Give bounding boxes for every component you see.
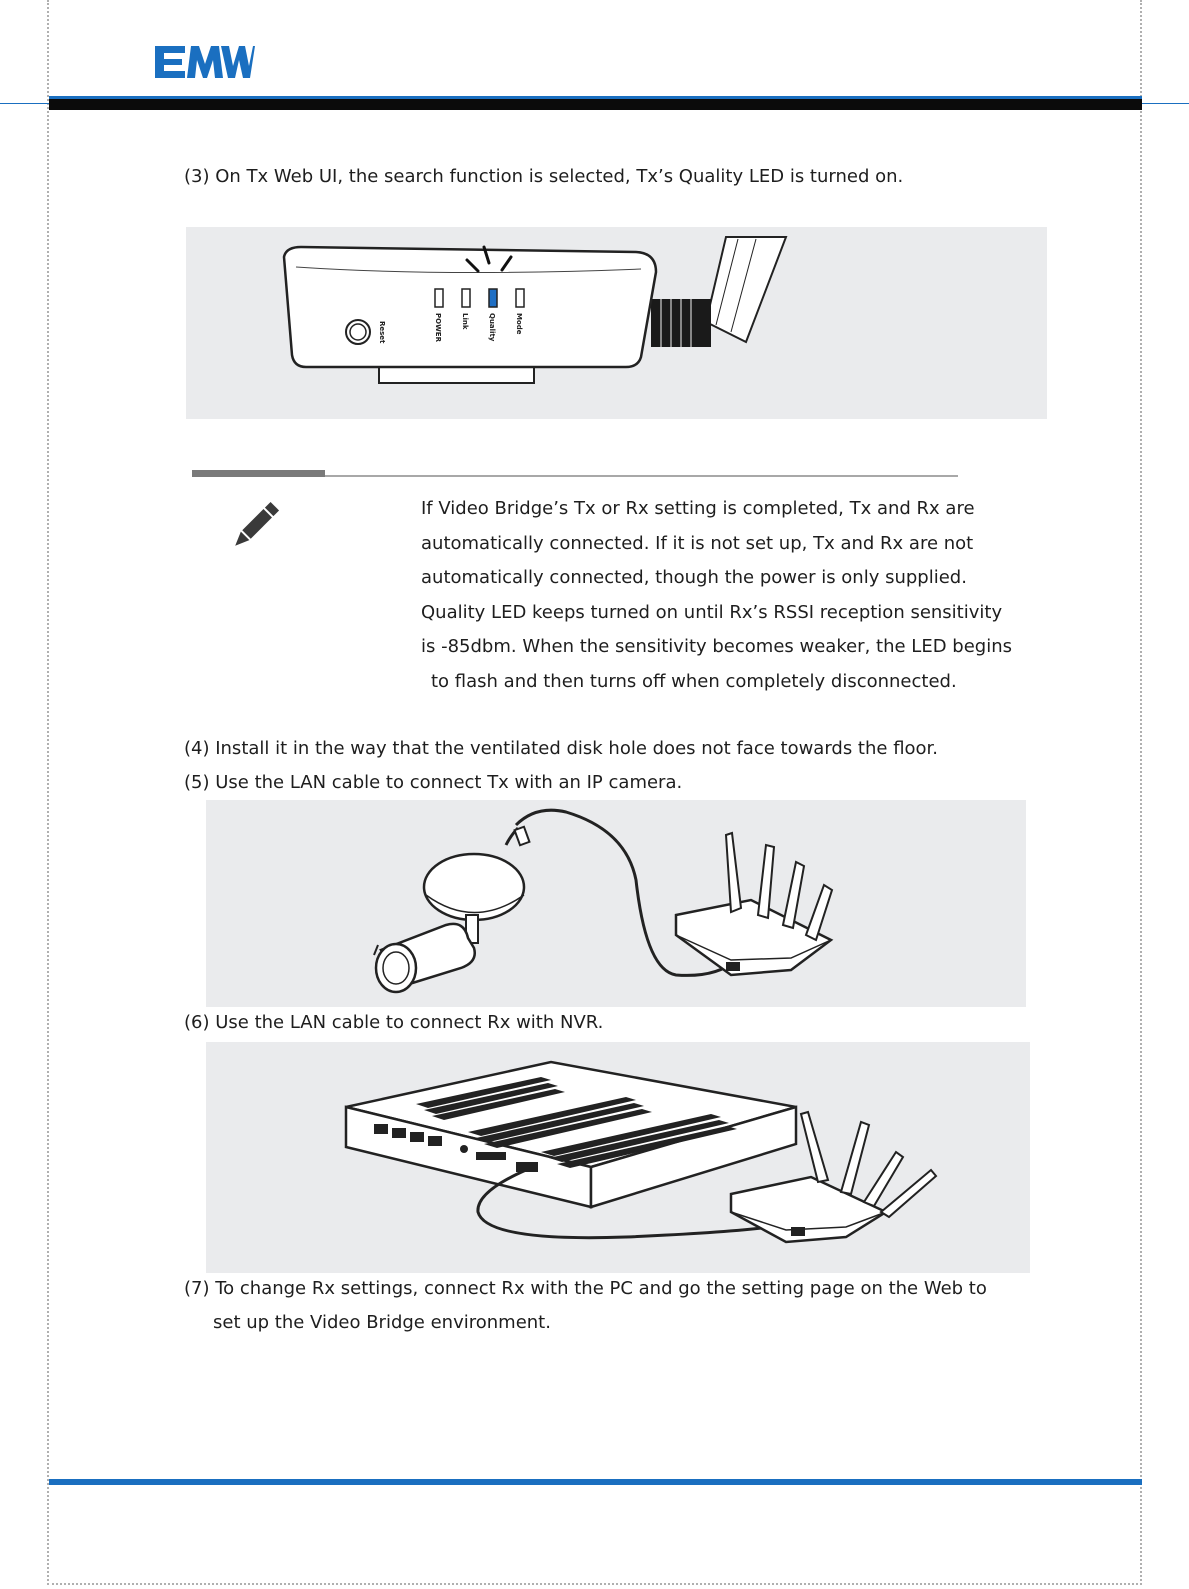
note-line-4: Quality LED keeps turned on until Rx’s RSSI reception sensitivity <box>421 601 1003 623</box>
note-line-5: is -85dbm. When the sensitivity becomes weaker, the LED begins <box>421 636 1012 657</box>
step-7-text-line-1: (7) To change Rx settings, connect Rx with the PC and go the setting page on the Web to <box>184 1278 987 1299</box>
step-3-text: (3) On Tx Web UI, the search function is selected, Tx’s Quality LED is turned on. <box>184 166 904 187</box>
note-line-6: to flash and then turns off when completely disconnected. <box>431 670 957 692</box>
note-text <box>421 492 1021 699</box>
reset-label: Reset <box>378 321 386 344</box>
footer-bar <box>49 1479 1142 1485</box>
step-4-text: (4) Install it in the way that the ventilated disk hole does not face towards the floor. <box>184 738 939 759</box>
tx-device-figure <box>186 227 1047 419</box>
led-link <box>462 289 470 307</box>
led-label-quality: Quality <box>488 313 496 342</box>
note-divider <box>325 475 958 477</box>
step-5-text: (5) Use the LAN cable to connect Tx with an IP camera. <box>184 772 683 793</box>
header-line-left <box>0 103 49 104</box>
camera-tx-figure <box>206 800 1026 1007</box>
led-label-power: POWER <box>434 313 442 342</box>
note-line-2: automatically connected. If it is not set up, Tx and Rx are not <box>421 532 974 554</box>
led-label-mode: Mode <box>515 313 523 335</box>
nvr-rx-figure <box>206 1042 1030 1273</box>
nvr-rx-illustration <box>206 1042 1030 1273</box>
led-quality <box>489 289 497 307</box>
header-bar <box>49 96 1142 110</box>
camera-tx-illustration <box>206 800 1026 1007</box>
step-7-text-line-2: set up the Video Bridge environment. <box>213 1312 551 1333</box>
emw-logo <box>155 44 255 80</box>
pencil-icon <box>230 500 280 552</box>
led-mode <box>516 289 524 307</box>
note-line-3: automatically connected, though the power is only supplied. <box>421 567 967 588</box>
step-6-text: (6) Use the LAN cable to connect Rx with NVR. <box>184 1012 604 1033</box>
note-divider-accent <box>192 470 325 477</box>
header-line-right <box>1142 103 1189 104</box>
note-line-1: If Video Bridge’s Tx or Rx setting is completed, Tx and Rx are <box>421 498 975 519</box>
led-label-link: Link <box>461 313 469 330</box>
tx-device-illustration <box>186 227 1047 419</box>
led-power <box>435 289 443 307</box>
